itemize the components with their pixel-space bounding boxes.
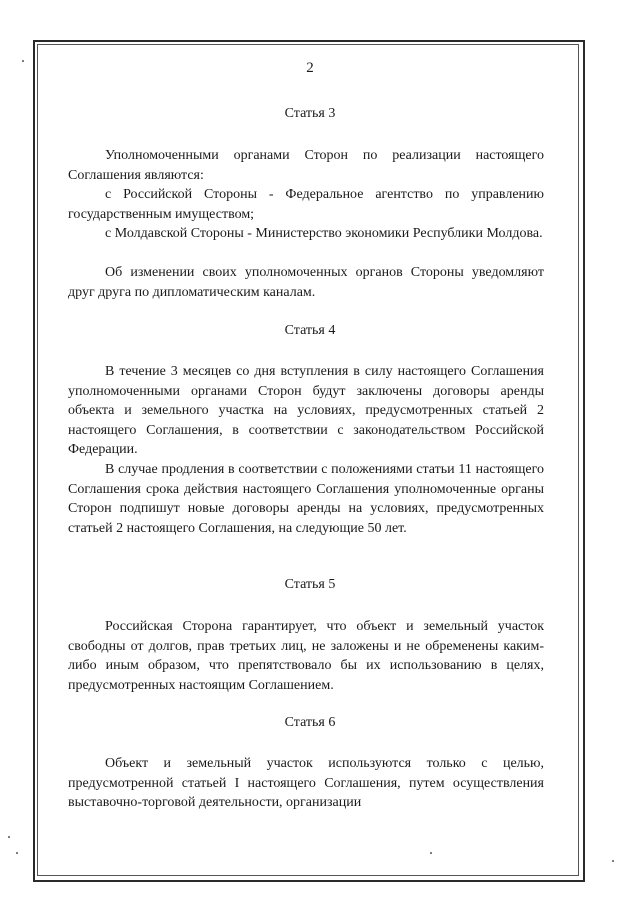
scan-speck bbox=[612, 860, 614, 862]
article-3-paragraph-1: Уполномоченными органами Сторон по реализации настоящего Соглашения являются: bbox=[68, 148, 544, 183]
article-4-paragraph-1: В течение 3 месяцев со дня вступления в силу настоящего Соглашения уполномоченными органами Сторон будут заключены договоры аренды объекта и земельного участка на условиях, предусмотренных статьей 2 настоящего Соглашения, в соответствии с законодательством Российской Федерации. bbox=[68, 364, 544, 457]
scan-speck bbox=[22, 60, 24, 62]
article-6-heading: Статья 6 bbox=[284, 715, 336, 730]
article-3-paragraph-3: с Молдавской Стороны - Министерство экономики Республики Молдова. bbox=[105, 226, 543, 241]
article-5-paragraph-1: Российская Сторона гарантирует, что объект и земельный участок свободны от долгов, прав третьих лиц, не заложены и не обременены каким-либо иным образом, что препятствовало бы их использованию в целях, предусмотренных настоящим Соглашением. bbox=[68, 619, 544, 693]
scan-speck bbox=[8, 836, 10, 838]
page-number: 2 bbox=[306, 60, 314, 76]
article-3-paragraph-2: с Российской Стороны - Федеральное агентство по управлению государственным имуществом; bbox=[68, 187, 544, 222]
article-6-paragraph-1: Объект и земельный участок используются только с целью, предусмотренной статьей I настоящего Соглашения, путем осуществления выставочно-торговой деятельности, организации bbox=[68, 756, 544, 810]
article-5-heading: Статья 5 bbox=[284, 577, 336, 592]
article-4-paragraph-2: В случае продления в соответствии с положениями статьи 11 настоящего Соглашения срока действия настоящего Соглашения уполномоченные органы Сторон подпишут новые договоры аренды на условиях, предусмотренных статьей 2 настоящего Соглашения, на следующие 50 лет. bbox=[68, 462, 544, 536]
article-4-heading: Статья 4 bbox=[284, 323, 336, 338]
scan-speck bbox=[16, 852, 18, 854]
article-3-heading: Статья 3 bbox=[284, 106, 336, 121]
scan-speck bbox=[430, 852, 432, 854]
article-3-paragraph-4: Об изменении своих уполномоченных органов Стороны уведомляют друг друга по дипломатическим каналам. bbox=[68, 265, 544, 300]
